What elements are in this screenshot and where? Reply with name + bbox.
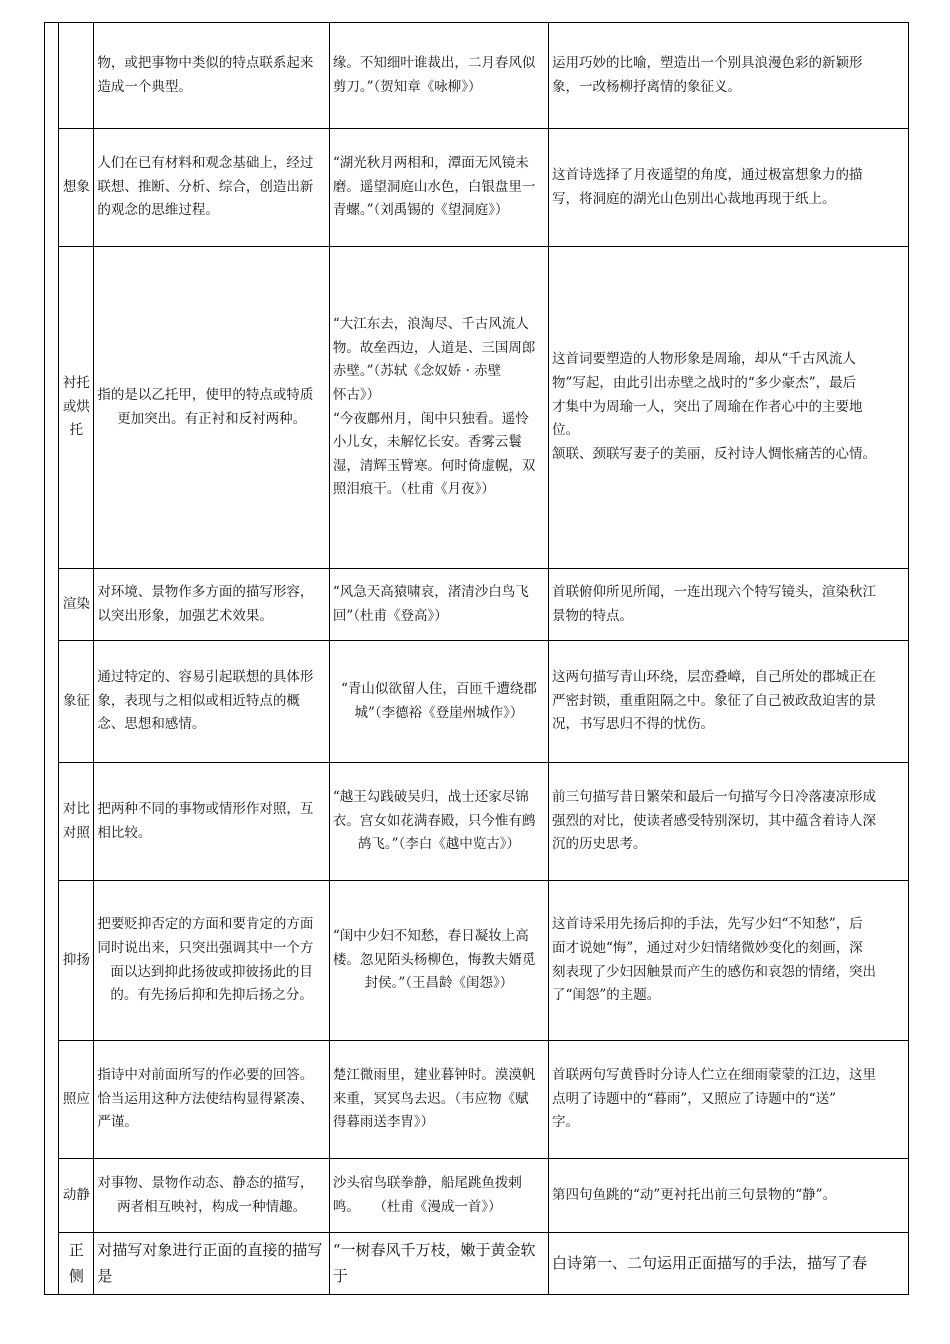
poem-example-cell [329,641,548,763]
text-line: 小儿女，未解忆长安。香雾云鬟 [332,434,522,451]
table-row [45,569,909,641]
text-line: 托 [69,422,84,439]
text-line: 这首诗采用先扬后抑的手法，先写少妇“不知愁”，后 [551,916,863,933]
text-line: 相比较。 [97,824,152,841]
text-line: 面以达到抑此扬彼或抑彼扬此的目 [110,963,313,980]
technique-name-cell: 渲染 [59,569,94,641]
text-line: 象，一改杨柳抒离情的象征义。 [551,78,741,95]
text-line: “今夜鄜州月，闺中只独看。遥怜 [332,410,529,427]
text-line: 把两种不同的事物或情形作对照，互 [97,800,314,817]
text-line: 念、思想和感情。 [97,716,206,733]
table-row [45,23,909,129]
text-line: 照泪痕干。（杜甫《月夜》） [332,481,495,498]
text-line: “风急天高猿啸哀，渚清沙白鸟飞 [332,583,529,600]
definition-cell [94,569,330,641]
poem-example-cell [329,881,548,1041]
text-line: 湿，清辉玉臂寒。何时倚虚幌，双 [332,457,536,474]
poem-example-cell [329,763,548,881]
poem-example-cell [329,569,548,641]
text-line: 点明了诗题中的“暮雨”，又照应了诗题中的“送” [551,1090,837,1107]
technique-name-cell: 照应 [59,1041,94,1159]
text-line: 写，将洞庭的湖光山色别出心裁地再现于纸上。 [551,190,836,207]
text-line: 颔联、颈联写妻子的美丽，反衬诗人惆怅痛苦的心情。 [551,445,876,462]
text-line: 对事物、景物作动态、静态的描写， [97,1174,314,1191]
definition-cell [94,247,330,569]
left-margin-column [45,23,59,1295]
text-line: “青山似欲留人住，百匝千遭绕郡 [340,680,537,697]
text-line: 沙头宿鸟联拳静，船尾跳鱼拨剌 [332,1174,522,1191]
text-line: 白诗第一、二句运用正面描写的手法，描写了春 [551,1254,867,1273]
analysis-cell [548,129,908,247]
text-line: 面才说她“悔”，通过对少妇情绪微妙变化的刻画，深 [551,939,863,956]
text-line: 人们在已有材料和观念基础上，经过 [97,155,314,172]
text-line: 联想、推断、分析、综合，创造出新 [97,178,314,195]
table-row [45,1159,909,1233]
text-line: 衬托 [62,375,90,392]
text-line: 指诗中对前面所写的作必要的回答。 [97,1067,314,1084]
text-line: 或烘 [62,398,90,415]
text-line: 象，表现与之相似或相近特点的概 [97,692,300,709]
poem-example-cell [329,1233,548,1295]
text-line: 的观念的思维过程。 [97,202,219,219]
technique-name-cell [59,23,94,129]
text-line: 青螺。”（刘禹锡的《望洞庭》） [332,202,509,219]
poem-example-cell [329,1041,548,1159]
text-line: 更加突出。有正衬和反衬两种。 [117,410,307,427]
definition-cell [94,641,330,763]
text-line: 前三句描写昔日繁荣和最后一句描写今日冷落凄凉形成 [551,789,876,806]
text-line: 对照 [62,824,90,841]
text-line: 第四句鱼跳的“动”更衬托出前三句景物的“静”。 [551,1186,837,1203]
text-line: 鸣。 （杜甫《漫成一首》） [332,1198,502,1215]
technique-name-cell [59,763,94,881]
text-line: 字。 [551,1114,579,1131]
analysis-cell [548,763,908,881]
poem-example-cell [329,23,548,129]
text-line: 造成一个典型。 [97,78,192,95]
text-line: 楚江微雨里，建业暮钟时。漠漠帆 [332,1067,536,1084]
rhetoric-techniques-table [44,22,909,1295]
text-line: 物，或把事物中类似的特点联系起来 [97,54,314,71]
text-line: 城”（李德裕《登崖州城作》） [354,704,524,721]
text-line: 物”写起，由此引出赤壁之战时的“多少豪杰”，最后 [551,375,857,392]
text-line: 把要贬抑否定的方面和要肯定的方面 [97,916,314,933]
table-row [45,881,909,1041]
text-line: 对比 [62,800,90,817]
text-line: 运用巧妙的比喻，塑造出一个别具浪漫色彩的新颖形 [551,54,863,71]
table-row [45,641,909,763]
table-row [45,1041,909,1159]
technique-name-cell: 正侧 [59,1233,94,1295]
text-line: 况，书写思归不得的忧伤。 [551,716,714,733]
analysis-cell [548,1041,908,1159]
table-row [45,129,909,247]
text-line: 磨。遥望洞庭山水色，白银盘里一 [332,178,536,195]
text-line: 严密封锁，重重阻隔之中。象征了自己被政敌迫害的景 [551,692,876,709]
analysis-cell [548,641,908,763]
text-line: 沉的历史思考。 [551,836,647,853]
definition-cell [94,1041,330,1159]
text-line: 才集中为周瑜一人，突出了周瑜在作者心中的主要地 [551,398,863,415]
table-row [45,247,909,569]
text-line: 楼。忽见陌头杨柳色，悔教夫婿觅 [332,951,536,968]
text-line: 首联两句写黄昏时分诗人伫立在细雨蒙蒙的江边，这里 [551,1067,876,1084]
technique-name-cell: 象征 [59,641,94,763]
text-line: “湖光秋月两相和，潭面无风镜未 [332,155,529,172]
analysis-cell [548,569,908,641]
text-line: 通过特定的、容易引起联想的具体形 [97,669,314,686]
text-line: “越王勾践破吴归，战士还家尽锦 [332,789,529,806]
text-line: 刻表现了少妇因触景而产生的感伤和哀怨的情绪，突出 [551,963,876,980]
text-line: 回”（杜甫《登高》） [332,607,448,624]
table-row [45,763,909,881]
text-line: 的。有先扬后抑和先抑后扬之分。 [110,987,313,1004]
text-line: 位。 [551,422,579,439]
definition-cell [94,881,330,1041]
table-row [45,1233,909,1295]
text-line: 这首词要塑造的人物形象是周瑜，却从“千古风流人 [551,351,856,368]
analysis-cell [548,1159,908,1233]
poem-example-cell [329,129,548,247]
definition-cell [94,129,330,247]
technique-name-cell: 抑扬 [59,881,94,1041]
text-line: 衣。宫女如花满春殿，只今惟有鹧 [332,812,536,829]
text-line: 强烈的对比，使读者感受特别深切，其中蕴含着诗人深 [551,812,876,829]
text-line: “闺中少妇不知愁，春日凝妆上高 [332,928,529,945]
definition-cell [94,1233,330,1295]
text-line: 严谨。 [97,1114,138,1131]
text-line: 赤壁。”（苏轼《念奴娇 · 赤壁 [332,363,502,380]
text-line: 这两句描写青山环绕，层峦叠嶂，自己所处的郡城正在 [551,669,876,686]
text-line: 来重，冥冥鸟去迟。（韦应物《赋 [332,1090,529,1107]
definition-cell [94,23,330,129]
analysis-cell [548,1233,908,1295]
definition-cell [94,763,330,881]
text-line: 剪刀。”（贺知章《咏柳》） [332,78,482,95]
text-line: 恰当运用这种方法使结构显得紧凑、 [97,1090,314,1107]
text-line: 两者相互映衬，构成一种情趣。 [117,1198,307,1215]
analysis-cell [548,247,908,569]
technique-name-cell: 动静 [59,1159,94,1233]
text-line: 首联俯仰所见所闻，一连出现六个特写镜头，渲染秋江 [551,583,876,600]
text-line: 封侯。”（王昌龄《闺怨》） [364,975,514,992]
text-line: 得暮雨送李胄》） [332,1114,435,1131]
text-line: 以突出形象，加强艺术效果。 [97,607,273,624]
text-line: 对描写对象进行正面的直接的描写是 [97,1241,323,1286]
text-line: 同时说出来，只突出强调其中一个方 [97,939,314,956]
technique-name-cell: 想象 [59,129,94,247]
text-line: 怀古》） [332,386,381,403]
text-line: 鸪飞。”（李白《越中览古》） [357,836,520,853]
analysis-cell [548,881,908,1041]
technique-name-cell [59,247,94,569]
text-line: 了“闺怨”的主题。 [551,987,661,1004]
text-line: 对环境、景物作多方面的描写形容， [97,583,314,600]
analysis-cell [548,23,908,129]
poem-example-cell [329,247,548,569]
text-line: 景物的特点。 [551,607,633,624]
text-line: 缘。不知细叶谁裁出，二月春风似 [332,54,536,71]
poem-example-cell [329,1159,548,1233]
definition-cell [94,1159,330,1233]
text-line: 这首诗选择了月夜遥望的角度，通过极富想象力的描 [551,166,863,183]
text-line: “一树春风千万枝，嫩于黄金软于 [332,1241,536,1286]
text-line: 指的是以乙托甲，使甲的特点或特质 [97,386,314,403]
text-line: 物。故垒西边，人道是、三国周郎 [332,339,536,356]
text-line: “大江东去，浪淘尽、千古风流人 [332,316,529,332]
